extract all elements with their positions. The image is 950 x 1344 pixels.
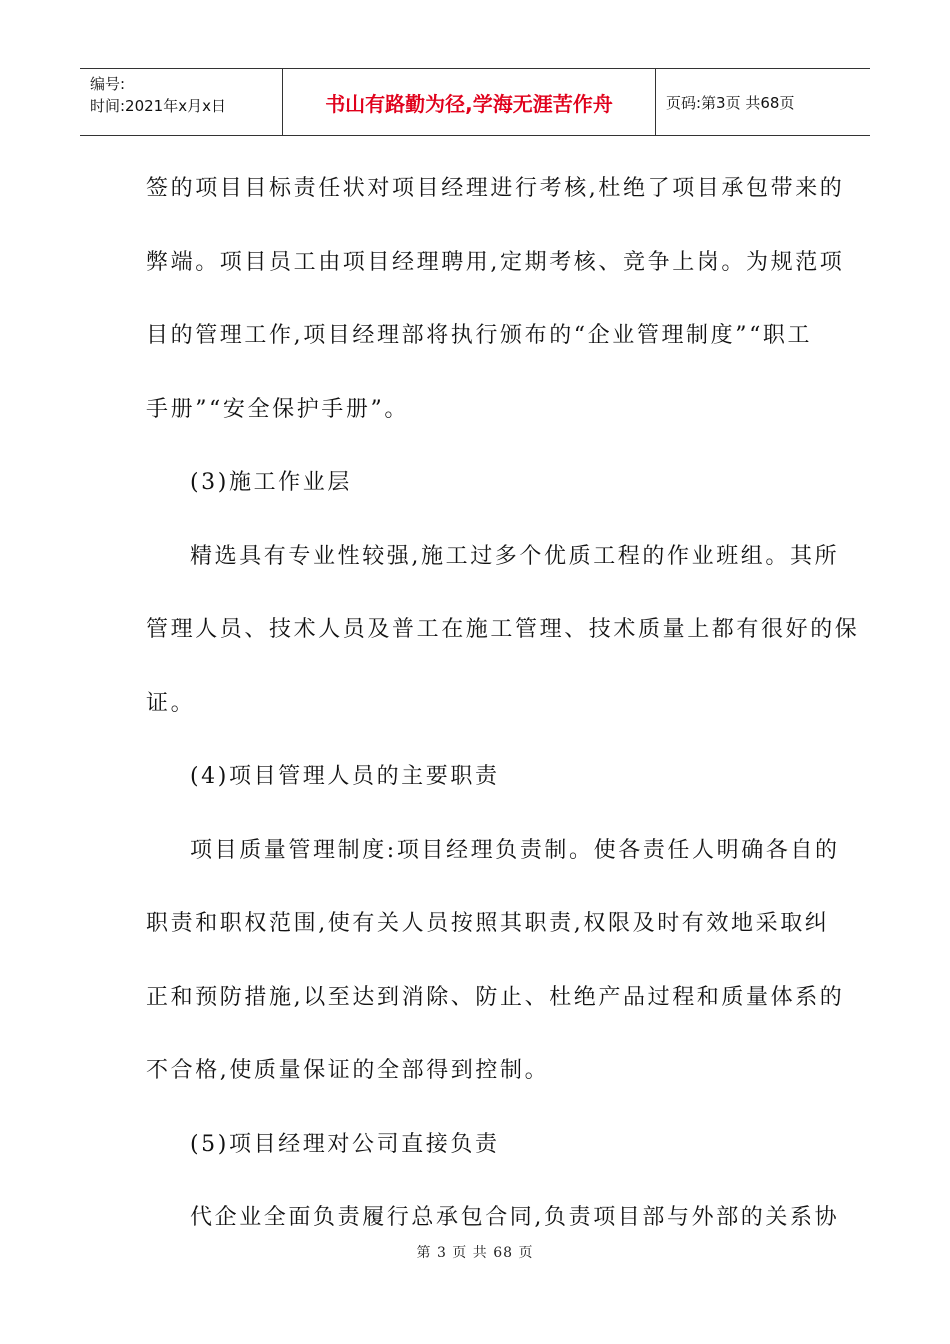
header-page-info: 页码:第3页 共68页 [666,93,795,112]
text-line: 职责和职权范围,使有关人员按照其职责,权限及时有效地采取纠 [146,911,830,936]
text-line: 项目质量管理制度:项目经理负责制。使各责任人明确各自的 [190,837,840,863]
page-header [80,68,870,136]
text-line: 证。 [146,690,196,716]
page-footer: 第 3 页 共 68 页 [416,1245,534,1261]
header-motto: 书山有路勤为径,学海无涯苦作舟 [283,69,656,135]
document-time-label: 时间:2021年x月x日 [90,97,226,115]
text-line: 签的项目目标责任状对项目经理进行考核,杜绝了项目承包带来的 [146,176,845,201]
header-meta [80,69,283,135]
document-number-label: 编号: [90,75,126,93]
text-line: 目的管理工作,项目经理部将执行颁布的“企业管理制度”“职工 [146,323,813,348]
text-line: 代企业全面负责履行总承包合同,负责项目部与外部的关系协 [190,1205,840,1230]
text-line: 不合格,使质量保证的全部得到控制。 [146,1058,550,1083]
text-line: 精选具有专业性较强,施工过多个优质工程的作业班组。其所 [190,543,840,569]
document-body [146,152,860,1255]
section-heading-4: (4)项目管理人员的主要职责 [190,764,500,789]
text-line: 管理人员、技术人员及普工在施工管理、技术质量上都有很好的保 [146,617,860,642]
section-heading-5: (5)项目经理对公司直接负责 [190,1131,500,1157]
text-line: 正和预防措施,以至达到消除、防止、杜绝产品过程和质量体系的 [146,984,845,1010]
text-line: 手册”“安全保护手册”。 [146,396,409,422]
section-heading-3: (3)施工作业层 [190,470,352,495]
text-line: 弊端。项目员工由项目经理聘用,定期考核、竞争上岗。为规范项 [146,249,845,275]
